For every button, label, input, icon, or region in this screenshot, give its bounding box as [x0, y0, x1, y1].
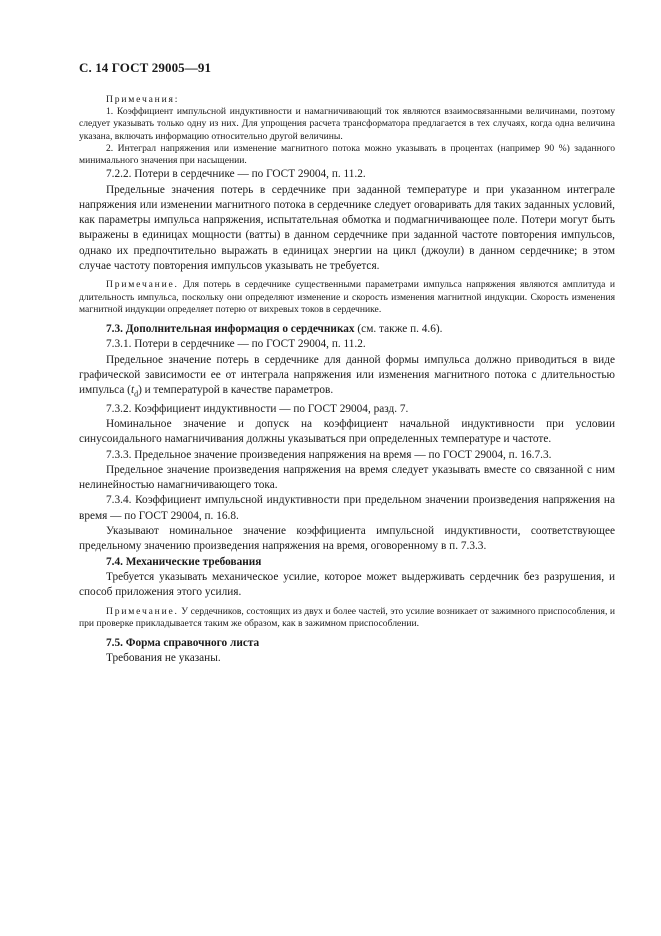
clause-7-3-1: 7.3.1. Потери в сердечнике — по ГОСТ 29004, п. 11.2.	[106, 338, 366, 351]
clause-7-5-text: Требования не указаны.	[106, 652, 221, 665]
text-part-a: Предельное значение потерь в сердечнике для данной формы импульса должно приводиться в виде графической зависимости ее от интеграла напряжения или изменения магнитного потока с длительностью импульса (	[79, 353, 615, 397]
note-item-1: 1. Коэффициент импульсной индуктивности и намагничивающий ток являются взаимосвязанными величинами, поэтому следует указывать только одну из них. Для упрощения расчета трансформатора предлагается в тех случаях, когда одна величина указана, включать информацию относительно другой величины.	[79, 106, 615, 142]
clause-7-3-2-text: Номинальное значение и допуск на коэффициент начальной индуктивности при условии синусоидального намагничивания должны указываться при определенных температуре и частоте.	[79, 417, 615, 446]
clause-7-3-3: 7.3.3. Предельное значение произведения напряжения на время — по ГОСТ 29004, п. 16.7.3.	[106, 448, 552, 461]
note-mechanical	[79, 606, 615, 630]
clause-7-2-2: 7.2.2. Потери в сердечнике — по ГОСТ 29004, п. 11.2.	[106, 168, 366, 181]
clause-7-5-heading: 7.5. Форма справочного листа	[106, 636, 260, 649]
text-part-b: ) и температурой в качестве параметров.	[138, 384, 334, 397]
section-heading: 7.3. Дополнительная информация о сердечниках	[106, 322, 355, 335]
section-heading-suffix: (см. также п. 4.6).	[354, 322, 443, 335]
clause-7-3-2: 7.3.2. Коэффициент индуктивности — по ГОСТ 29004, разд. 7.	[106, 402, 409, 415]
note-text: Для потерь в сердечнике существенными параметрами импульса напряжения являются амплитуда и длительность импульса, поскольку они определяют изменение и скорость изменения магнитной индукции. Скорость изменения магнитной индукции определяет потерю от вихревых токов в сердечнике.	[79, 279, 615, 315]
clause-7-3-4-text: Указывают номинальное значение коэффициента импульсной индуктивности, соответствующее предельному значению произведения напряжения на время, оговоренному в п. 7.3.3.	[79, 525, 615, 553]
note-item-2: 2. Интеграл напряжения или изменение магнитного потока можно указывать в процентах (например 90 %) заданного минимального значения при насыщении.	[79, 142, 615, 167]
page-content	[79, 94, 615, 667]
notes-heading: Примечания:	[106, 94, 180, 105]
note-text: У сердечников, состоящих из двух и более частей, это усилие возникает от зажимного приспособления, и при проверке прикладывается таким же образом, как в зажимном приспособлении.	[79, 605, 615, 629]
variable-subscript: d	[134, 389, 139, 399]
note-label: Примечание.	[106, 605, 179, 617]
clause-7-4-text: Требуется указывать механическое усилие, которое может выдерживать сердечник без разрушения, и способ приложения этого усилия.	[79, 570, 615, 599]
clause-7-3-4: 7.3.4. Коэффициент импульсной индуктивности при предельном значении произведения напряжения на время — по ГОСТ 29004, п. 16.8.	[79, 494, 615, 522]
clause-7-3-1-text	[79, 353, 615, 402]
note-label: Примечание.	[106, 279, 179, 291]
clause-7-4-heading: 7.4. Механические требования	[106, 555, 262, 568]
page-header: С. 14 ГОСТ 29005—91	[79, 60, 212, 75]
note-core-losses	[79, 279, 615, 316]
clause-7-2-2-text: Предельные значения потерь в сердечнике при заданной температуре и при указанном интеграле напряжения или изменении магнитного потока в сердечнике следует оговаривать для таких заданных условий, как параметры импульса напряжения, испытательная обмотка и подмагничивающее поле. Потери могут быть выражены в единицах мощности (ватты) в данном сердечнике при заданной частоте повторения импульсов, однако их предпочтительно выражать в единицах энергии на цикл (джоули) в данном сердечнике; в этом случае частоту повторения импульсов указывать не требуется.	[79, 183, 615, 272]
clause-7-3-3-text: Предельное значение произведения напряжения на время следует указывать вместе со связанной с ним нелинейностью намагничивающего тока.	[79, 463, 615, 492]
variable-t: t	[130, 384, 135, 397]
clause-7-3-heading	[79, 322, 615, 337]
